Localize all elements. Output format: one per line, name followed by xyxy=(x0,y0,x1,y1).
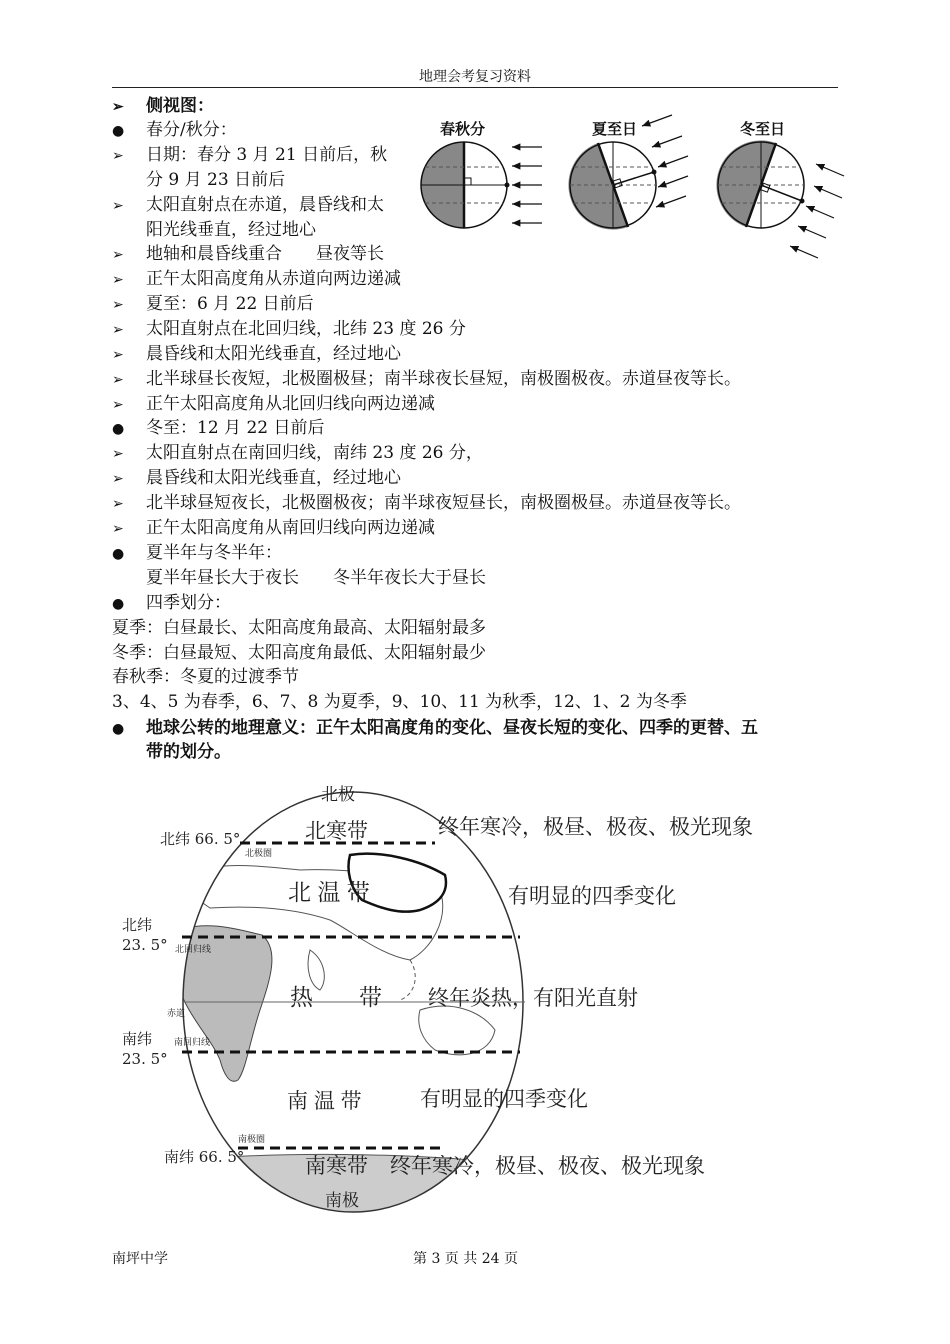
footer-school: 南坪中学 xyxy=(112,1251,168,1267)
list-item: ➢ 太阳直射点在北回归线，北纬 23 度 26 分 xyxy=(112,317,466,342)
significance-heading: ● 地球公转的地理意义：正午太阳高度角的变化、昼夜长短的变化、四季的更替、五 xyxy=(112,716,758,741)
season-side-view-diagram xyxy=(414,112,854,262)
page-header: 地理会考复习资料 xyxy=(419,69,531,85)
lat-label: 23. 5° xyxy=(122,936,168,954)
arrow-bullet-icon: ➢ xyxy=(112,148,124,164)
equinox-label: 春秋分 xyxy=(440,121,486,138)
list-item: ➢ 日期：春分 3 月 21 日前后，秋 xyxy=(112,143,387,168)
arrow-bullet-icon: ➢ xyxy=(112,471,124,487)
tropic-n-label: 北回归线 xyxy=(175,945,212,955)
paragraph: 夏季：白昼最长、太阳高度角最高、太阳辐射最多 xyxy=(112,618,486,638)
arrow-bullet-icon: ➢ xyxy=(112,198,124,214)
zone-north-temperate-desc: 有明显的四季变化 xyxy=(508,885,676,908)
arrow-bullet-icon: ➢ xyxy=(112,496,124,512)
five-belts-diagram xyxy=(122,780,790,1220)
equator-label: 赤道 xyxy=(167,1009,186,1019)
arrow-bullet-icon: ➢ xyxy=(112,247,124,263)
equinox-globe xyxy=(421,142,542,228)
lat-label: 南纬 66. 5° xyxy=(164,1148,245,1166)
zone-south-temperate-desc: 有明显的四季变化 xyxy=(420,1088,588,1111)
dot-bullet-icon: ● xyxy=(112,421,125,437)
lat-label: 23. 5° xyxy=(122,1050,168,1068)
list-item: ➢ 晨昏线和太阳光线垂直，经过地心 xyxy=(112,342,401,367)
significance-continuation: 带的划分。 xyxy=(146,742,231,762)
list-item: ● 夏半年与冬半年： xyxy=(112,541,282,566)
list-item: ● 冬至：12 月 22 日前后 xyxy=(112,416,324,441)
arrow-bullet-icon: ➢ xyxy=(112,297,124,313)
zone-north-frigid-desc: 终年寒冷，极昼、极夜、极光现象 xyxy=(438,816,753,839)
lat-label: 北纬 xyxy=(122,916,153,934)
list-item: ● 春分/秋分： xyxy=(112,118,237,143)
tropic-s-label: 南回归线 xyxy=(174,1038,211,1048)
arrow-bullet-icon: ➢ xyxy=(112,446,124,462)
paragraph: 冬季：白昼最短、太阳高度角最低、太阳辐射最少 xyxy=(112,643,486,663)
summer-solstice-label: 夏至日 xyxy=(592,121,638,138)
arrow-bullet-icon: ➢ xyxy=(112,347,124,363)
zone-south-frigid: 南寒带 xyxy=(305,1155,368,1178)
arrow-bullet-icon: ➢ xyxy=(112,322,124,338)
list-item-continuation: 阳光线垂直，经过地心 xyxy=(146,220,316,240)
arrow-bullet-icon: ➢ xyxy=(112,272,124,288)
list-item: ➢ 夏至：6 月 22 日前后 xyxy=(112,292,314,317)
list-item: ➢ 太阳直射点在赤道，晨昏线和太 xyxy=(112,193,384,218)
list-item: ➢ 正午太阳高度角从北回归线向两边递减 xyxy=(112,392,435,417)
arctic-circle-label: 北极圈 xyxy=(245,849,273,859)
zone-north-temperate: 北 温 带 xyxy=(288,879,370,905)
dot-bullet-icon: ● xyxy=(112,721,125,737)
list-item: ➢ 晨昏线和太阳光线垂直，经过地心 xyxy=(112,466,401,491)
lat-label: 北纬 66. 5° xyxy=(160,830,241,848)
lat-label: 南纬 xyxy=(122,1030,153,1048)
zone-tropical-desc: 终年炎热，有阳光直射 xyxy=(428,987,638,1010)
arrow-bullet-icon: ➢ xyxy=(112,372,124,388)
zone-south-frigid-desc: 终年寒冷，极昼、极夜、极光现象 xyxy=(390,1155,705,1178)
footer-page-number: 第 3 页 共 24 页 xyxy=(413,1251,518,1267)
arrow-bullet-icon: ➢ xyxy=(112,521,124,537)
list-item-continuation: 分 9 月 23 日前后 xyxy=(146,170,286,190)
winter-solstice-globe xyxy=(716,140,844,258)
dot-bullet-icon: ● xyxy=(112,546,125,562)
paragraph: 春秋季：冬夏的过渡季节 xyxy=(112,667,299,687)
north-pole-label: 北极 xyxy=(321,785,355,805)
antarctic-circle-label: 南极圈 xyxy=(238,1135,266,1145)
list-item: ➢ 北半球昼长夜短，北极圈极昼；南半球夜长昼短，南极圈极夜。赤道昼夜等长。 xyxy=(112,367,741,392)
paragraph: 3、4、5 为春季，6、7、8 为夏季，9、10、11 为秋季，12、1、2 为冬季 xyxy=(112,692,687,712)
list-item: ➢ 地轴和晨昏线重合 昼夜等长 xyxy=(112,242,384,267)
header-rule xyxy=(112,87,838,88)
list-item-continuation: 夏半年昼长大于夜长 冬半年夜长大于昼长 xyxy=(146,568,486,588)
zone-north-frigid: 北寒带 xyxy=(305,820,368,843)
dot-bullet-icon: ● xyxy=(112,596,125,612)
list-item: ➢ 正午太阳高度角从赤道向两边递减 xyxy=(112,267,401,292)
arrow-bullet-icon: ➢ xyxy=(112,397,124,413)
south-pole-label: 南极 xyxy=(325,1191,359,1211)
list-item: ➢ 北半球昼短夜长，北极圈极夜；南半球夜短昼长，南极圈极昼。赤道昼夜等长。 xyxy=(112,491,741,516)
list-item: ➢ 正午太阳高度角从南回归线向两边递减 xyxy=(112,516,435,541)
zone-tropical: 热 带 xyxy=(290,984,382,1010)
dot-bullet-icon: ● xyxy=(112,123,125,139)
list-item: ➢ 侧视图： xyxy=(112,94,214,119)
arrow-bullet-icon: ➢ xyxy=(112,99,124,115)
winter-solstice-label: 冬至日 xyxy=(740,121,786,138)
zone-south-temperate: 南 温 带 xyxy=(287,1090,362,1113)
list-item: ➢ 太阳直射点在南回归线，南纬 23 度 26 分， xyxy=(112,441,483,466)
list-item: ● 四季划分： xyxy=(112,591,231,616)
